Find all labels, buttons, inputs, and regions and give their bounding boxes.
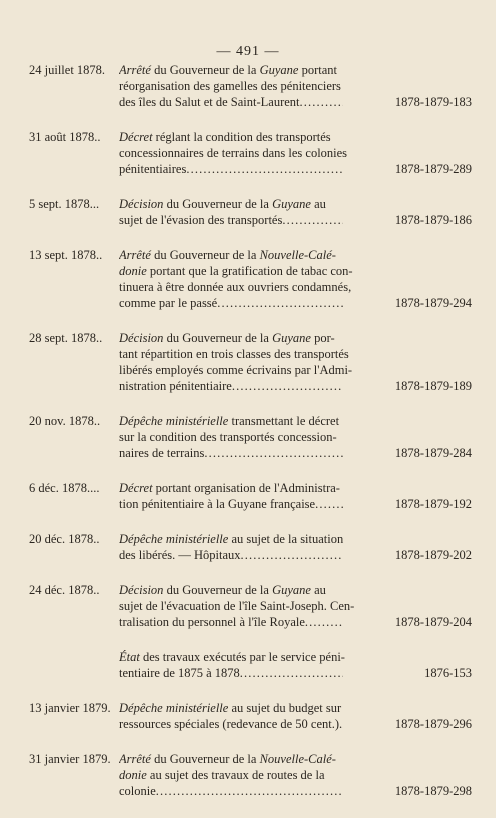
list-item — [0, 480, 496, 512]
text-segment: portant que la gratification de tabac con- — [146, 264, 353, 278]
leader-dots — [240, 665, 343, 681]
entry-reference: 1878-1879-298 — [394, 784, 472, 798]
entry-description — [119, 196, 439, 228]
text-segment: naires de terrains — [119, 446, 205, 460]
list-item — [0, 247, 496, 311]
text-segment: au — [310, 583, 326, 597]
entry-reference: 1878-1879-204 — [394, 615, 472, 629]
description-line — [119, 161, 439, 177]
italic-text: Décision — [119, 197, 164, 211]
description-line — [119, 496, 439, 512]
description-line — [119, 247, 439, 263]
description-line — [119, 547, 439, 563]
text-segment: concessionnaires de terrains dans les colonies — [119, 146, 348, 160]
list-item — [0, 413, 496, 461]
leader-dots — [204, 445, 343, 461]
description-line — [119, 767, 439, 783]
text-segment: tralisation du personnel à l'île Royale — [119, 615, 305, 629]
text-segment: du Gouverneur de la — [150, 752, 260, 766]
text-segment: por- — [310, 331, 335, 345]
text-segment: sujet de l'évacuation de l'île Saint-Joseph. Cen- — [119, 599, 355, 613]
entry-date: 13 janvier 1879. — [29, 701, 111, 715]
italic-text: Guyane — [272, 331, 311, 345]
entry-reference: 1878-1879-189 — [394, 379, 472, 393]
text-segment: réorganisation des gamelles des pénitenciers — [119, 79, 341, 93]
entry-date: 5 sept. 1878... — [29, 197, 100, 211]
text-segment: au — [310, 197, 326, 211]
list-item — [0, 62, 496, 110]
entry-reference: 1878-1879-192 — [394, 497, 472, 511]
text-segment: sujet de l'évasion des transportés — [119, 213, 283, 227]
entry-reference: 1878-1879-296 — [394, 717, 472, 731]
entry-date: 31 août 1878.. — [29, 130, 101, 144]
description-line — [119, 445, 439, 461]
entry-reference: 1878-1879-294 — [394, 296, 472, 310]
text-segment: des libérés. — Hôpitaux — [119, 548, 241, 562]
description-line — [119, 362, 439, 378]
entry-reference: 1878-1879-183 — [394, 95, 472, 109]
italic-text: Décret — [119, 481, 153, 495]
description-line — [119, 94, 439, 110]
entry-description — [119, 330, 439, 394]
entry-date: 20 nov. 1878.. — [29, 414, 101, 428]
description-line — [119, 700, 439, 716]
leader-dots — [186, 161, 343, 177]
entry-description — [119, 480, 439, 512]
description-line — [119, 263, 439, 279]
list-item — [0, 129, 496, 177]
italic-text: Décision — [119, 583, 164, 597]
entry-reference: 1876-153 — [424, 666, 472, 680]
list-item — [0, 751, 496, 799]
description-line — [119, 330, 439, 346]
leader-dots — [315, 496, 343, 512]
text-segment: portant — [298, 63, 338, 77]
entry-description — [119, 413, 439, 461]
text-segment: tinuera à être donnée aux ouvriers condamnés, — [119, 280, 352, 294]
entry-description — [119, 751, 439, 799]
entry-date: 24 déc. 1878.. — [29, 583, 100, 597]
description-line — [119, 751, 439, 767]
entry-date: 6 déc. 1878.... — [29, 481, 100, 495]
entry-description — [119, 129, 439, 177]
italic-text: Arrêté — [119, 752, 151, 766]
text-segment: du Gouverneur de la — [163, 331, 273, 345]
entry-description — [119, 582, 439, 630]
italic-text: Dépêche ministérielle — [119, 532, 229, 546]
italic-text: Décret — [119, 130, 153, 144]
italic-text: Arrêté — [119, 63, 151, 77]
text-segment: du Gouverneur de la — [150, 248, 260, 262]
entry-description — [119, 62, 439, 110]
entry-description — [119, 247, 439, 311]
text-segment: au sujet des travaux de routes de la — [146, 768, 325, 782]
italic-text: Nouvelle-Calé- — [259, 248, 336, 262]
list-item — [0, 196, 496, 228]
entry-description — [119, 649, 439, 681]
entry-description — [119, 531, 439, 563]
description-line — [119, 480, 439, 496]
description-line — [119, 429, 439, 445]
description-line — [119, 378, 439, 394]
list-item — [0, 700, 496, 732]
text-segment: comme par le passé — [119, 296, 218, 310]
description-line — [119, 145, 439, 161]
entry-reference: 1878-1879-284 — [394, 446, 472, 460]
italic-text: Dépêche ministérielle — [119, 414, 229, 428]
description-line — [119, 212, 439, 228]
italic-text: Nouvelle-Calé- — [259, 752, 336, 766]
leader-dots — [241, 547, 343, 563]
list-item — [0, 582, 496, 630]
leader-dots — [282, 212, 343, 228]
italic-text: Dépêche ministérielle — [119, 701, 229, 715]
leader-dots — [305, 614, 343, 630]
entry-date: 13 sept. 1878.. — [29, 248, 103, 262]
text-segment: transmettant le décret — [228, 414, 340, 428]
description-line — [119, 196, 439, 212]
text-segment: des îles du Salut et de Saint-Laurent — [119, 95, 300, 109]
entry-reference: 1878-1879-202 — [394, 548, 472, 562]
text-segment: réglant la condition des transportés — [152, 130, 331, 144]
text-segment: du Gouverneur de la — [163, 197, 273, 211]
text-segment: sur la condition des transportés concession- — [119, 430, 337, 444]
entry-list — [0, 62, 496, 818]
leader-dots — [217, 295, 343, 311]
leader-dots — [232, 378, 343, 394]
entry-date: 20 déc. 1878.. — [29, 532, 100, 546]
text-segment: du Gouverneur de la — [163, 583, 273, 597]
description-line — [119, 346, 439, 362]
description-line — [119, 279, 439, 295]
description-line — [119, 531, 439, 547]
text-segment: des travaux exécutés par le service péni- — [139, 650, 345, 664]
description-line — [119, 78, 439, 94]
text-segment: libérés employés comme écrivains par l'Admi- — [119, 363, 353, 377]
description-line — [119, 295, 439, 311]
italic-text: donie — [119, 768, 147, 782]
list-item — [0, 330, 496, 394]
text-segment: portant organisation de l'Administra- — [152, 481, 340, 495]
list-item — [0, 649, 496, 681]
description-line — [119, 665, 439, 681]
text-segment: au sujet du budget sur — [228, 701, 342, 715]
italic-text: Guyane — [259, 63, 299, 77]
text-segment: au sujet de la situation — [228, 532, 344, 546]
entry-reference: 1878-1879-289 — [394, 162, 472, 176]
description-line — [119, 413, 439, 429]
description-line — [119, 62, 439, 78]
page-number: — 491 — — [216, 44, 280, 59]
entry-date: 28 sept. 1878.. — [29, 331, 103, 345]
italic-text: État — [119, 650, 140, 664]
text-segment: ressources spéciales (redevance de 50 cent.). — [119, 717, 343, 731]
text-segment: colonie — [119, 784, 156, 798]
description-line — [119, 129, 439, 145]
leader-dots — [156, 783, 343, 799]
description-line — [119, 649, 439, 665]
text-segment: tion pénitentiaire à la Guyane française — [119, 497, 316, 511]
italic-text: Guyane — [272, 583, 311, 597]
entry-date: 31 janvier 1879. — [29, 752, 111, 766]
leader-dots — [300, 94, 343, 110]
entry-reference: 1878-1879-186 — [394, 213, 472, 227]
text-segment: tant répartition en trois classes des transportés — [119, 347, 349, 361]
text-segment: du Gouverneur de la — [150, 63, 260, 77]
entry-date: 24 juillet 1878. — [29, 63, 106, 77]
description-line — [119, 582, 439, 598]
description-line — [119, 716, 439, 732]
italic-text: Décision — [119, 331, 164, 345]
italic-text: donie — [119, 264, 147, 278]
entry-description — [119, 700, 439, 732]
list-item — [0, 531, 496, 563]
text-segment: nistration pénitentiaire — [119, 379, 232, 393]
description-line — [119, 783, 439, 799]
italic-text: Guyane — [272, 197, 311, 211]
description-line — [119, 614, 439, 630]
text-segment: tentiaire de 1875 à 1878 — [119, 666, 240, 680]
text-segment: pénitentiaires — [119, 162, 187, 176]
description-line — [119, 598, 439, 614]
italic-text: Arrêté — [119, 248, 151, 262]
